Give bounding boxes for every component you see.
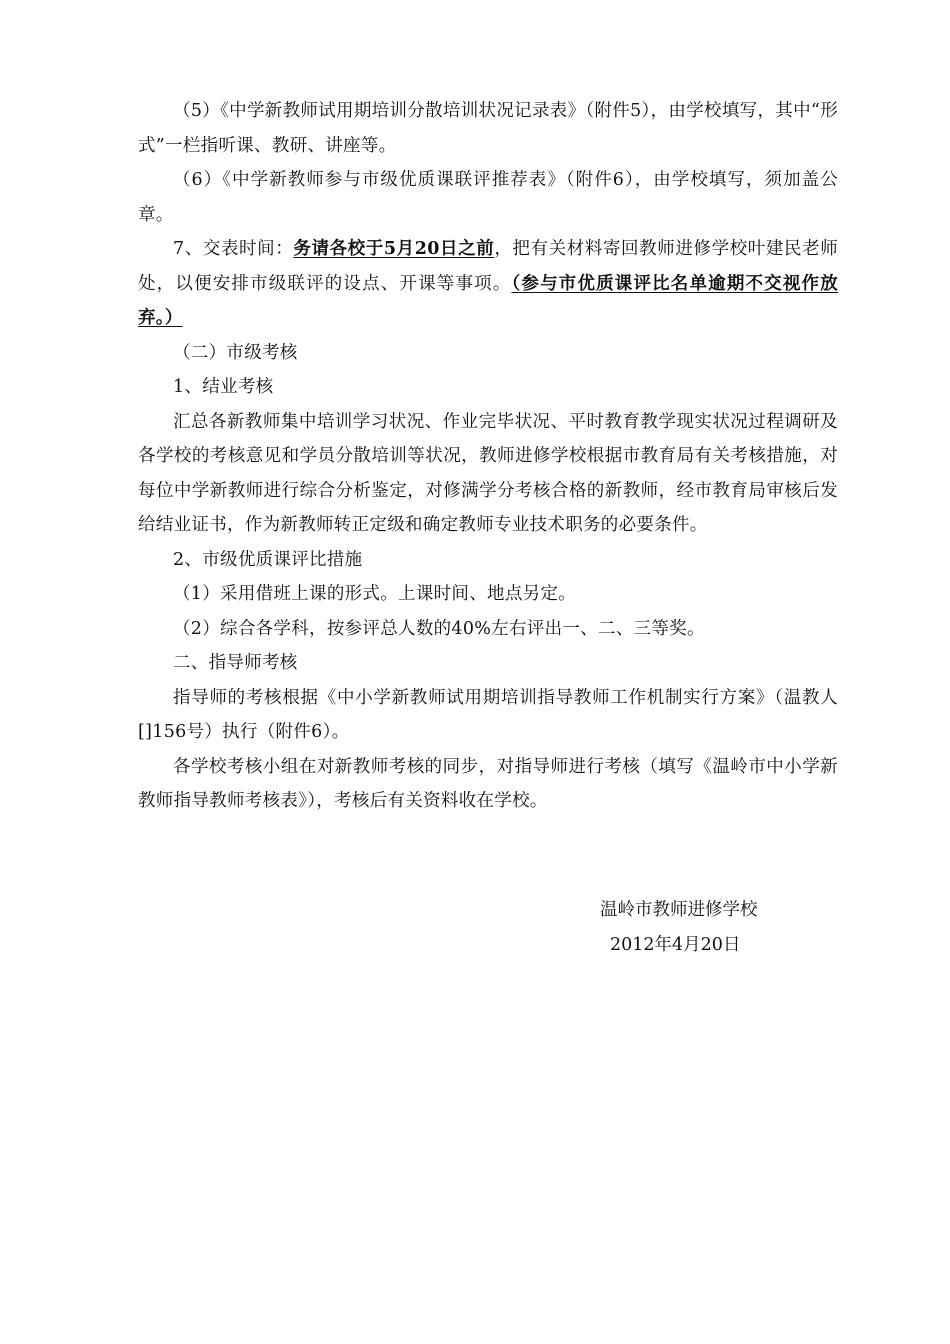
document-body	[138, 94, 838, 819]
paragraph-completion-assessment: 汇总各新教师集中培训学习状况、作业完毕状况、平时教育教学现实状况过程调研及各学校的考核意见和学员分散培训等状况，教师进修学校根据市教育局有关考核措施，对每位中学新教师进行综合分析鉴定，对修满学分考核合格的新教师，经市教育局审核后发给结业证书，作为新教师转正定级和确定教师专业技术职务的必要条件。	[138, 411, 838, 535]
submission-warning: （参与市优质课评比名单逾期不交视作放弃。）	[138, 273, 838, 328]
signature-organization: 温岭市教师进修学校	[600, 900, 758, 920]
paragraph-mentor-process: 各学校考核小组在对新教师考核的同步，对指导师进行考核（填写《温岭市中小学新教师指导教师考核表》），考核后有关资料收在学校。	[138, 756, 838, 811]
signature-date: 2012年4月20日	[610, 934, 741, 955]
paragraph-attachment-5: （5）《中学新教师试用期培训分散培训状况记录表》（附件5），由学校填写，其中“形式”一栏指听课、教研、讲座等。	[138, 101, 838, 156]
subheading-quality-lesson: 2、市级优质课评比措施	[173, 549, 363, 570]
paragraph-quality-lesson-1: （1）采用借班上课的形式。上课时间、地点另定。	[173, 584, 577, 604]
paragraph-submission-time	[138, 232, 838, 336]
paragraph-attachment-6: （6）《中学新教师参与市级优质课联评推荐表》（附件6），由学校填写，须加盖公章。	[138, 170, 838, 225]
section-heading-city-assessment: （二）市级考核	[173, 342, 298, 363]
paragraph-quality-lesson-2: （2）综合各学科，按参评总人数的40%左右评出一、二、三等奖。	[173, 618, 705, 639]
section-heading-mentor-assessment: 二、指导师考核	[173, 653, 298, 673]
signature-block	[600, 893, 820, 962]
submission-time-label: 7、交表时间：	[173, 239, 294, 259]
subheading-completion-assessment: 1、结业考核	[173, 377, 274, 397]
paragraph-mentor-basis: 指导师的考核根据《中小学新教师试用期培训指导教师工作机制实行方案》（温教人[]156号）执行（附件6）。	[138, 687, 838, 742]
submission-deadline: 务请各校于5月20日之前	[293, 239, 495, 259]
submission-instructions: ，把有关材料寄回教师进修学校叶建民老师处，以便安排市级联评的设点、开课等事项。	[138, 239, 838, 294]
